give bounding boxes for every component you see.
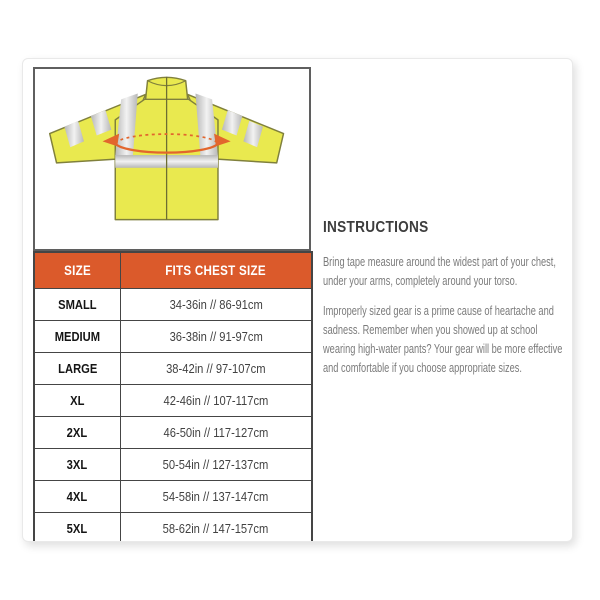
size-chart-table	[33, 251, 313, 542]
table-row	[34, 481, 312, 513]
size-cell: 5XL	[34, 513, 120, 543]
chest-size-column-header: FITS CHEST SIZE	[120, 252, 312, 289]
table-row	[34, 513, 312, 543]
chest-size-cell: 50-54in // 127-137cm	[120, 449, 312, 481]
chest-size-cell: 38-42in // 97-107cm	[120, 353, 312, 385]
table-row	[34, 289, 312, 321]
size-chart-header-row	[34, 252, 312, 289]
left-column	[33, 67, 311, 542]
size-cell: 2XL	[34, 417, 120, 449]
size-chart-card	[22, 58, 573, 542]
hi-vis-jacket-illustration	[35, 69, 309, 249]
instructions-section	[323, 219, 573, 389]
table-row	[34, 449, 312, 481]
chest-size-cell: 54-58in // 137-147cm	[120, 481, 312, 513]
jacket-illustration-box	[33, 67, 311, 251]
chest-size-cell: 46-50in // 117-127cm	[120, 417, 312, 449]
size-cell: LARGE	[34, 353, 120, 385]
table-row	[34, 321, 312, 353]
size-cell: MEDIUM	[34, 321, 120, 353]
size-cell: 3XL	[34, 449, 120, 481]
chest-size-cell: 42-46in // 107-117cm	[120, 385, 312, 417]
size-column-header: SIZE	[34, 252, 120, 289]
size-cell: SMALL	[34, 289, 120, 321]
size-cell: XL	[34, 385, 120, 417]
instructions-title: INSTRUCTIONS	[323, 219, 429, 236]
table-row	[34, 353, 312, 385]
size-cell: 4XL	[34, 481, 120, 513]
chest-size-cell: 34-36in // 86-91cm	[120, 289, 312, 321]
table-row	[34, 417, 312, 449]
table-row	[34, 385, 312, 417]
instructions-paragraph: Bring tape measure around the widest part of your chest, under your arms, completely around your torso.	[323, 255, 556, 288]
instructions-paragraph: Improperly sized gear is a prime cause of heartache and sadness. Remember when you showed up at school wearing high-water pants? Your gear will be more effective and comfortable if you choose appropriate sizes.	[323, 304, 563, 375]
chest-size-cell: 58-62in // 147-157cm	[120, 513, 312, 543]
chest-size-cell: 36-38in // 91-97cm	[120, 321, 312, 353]
